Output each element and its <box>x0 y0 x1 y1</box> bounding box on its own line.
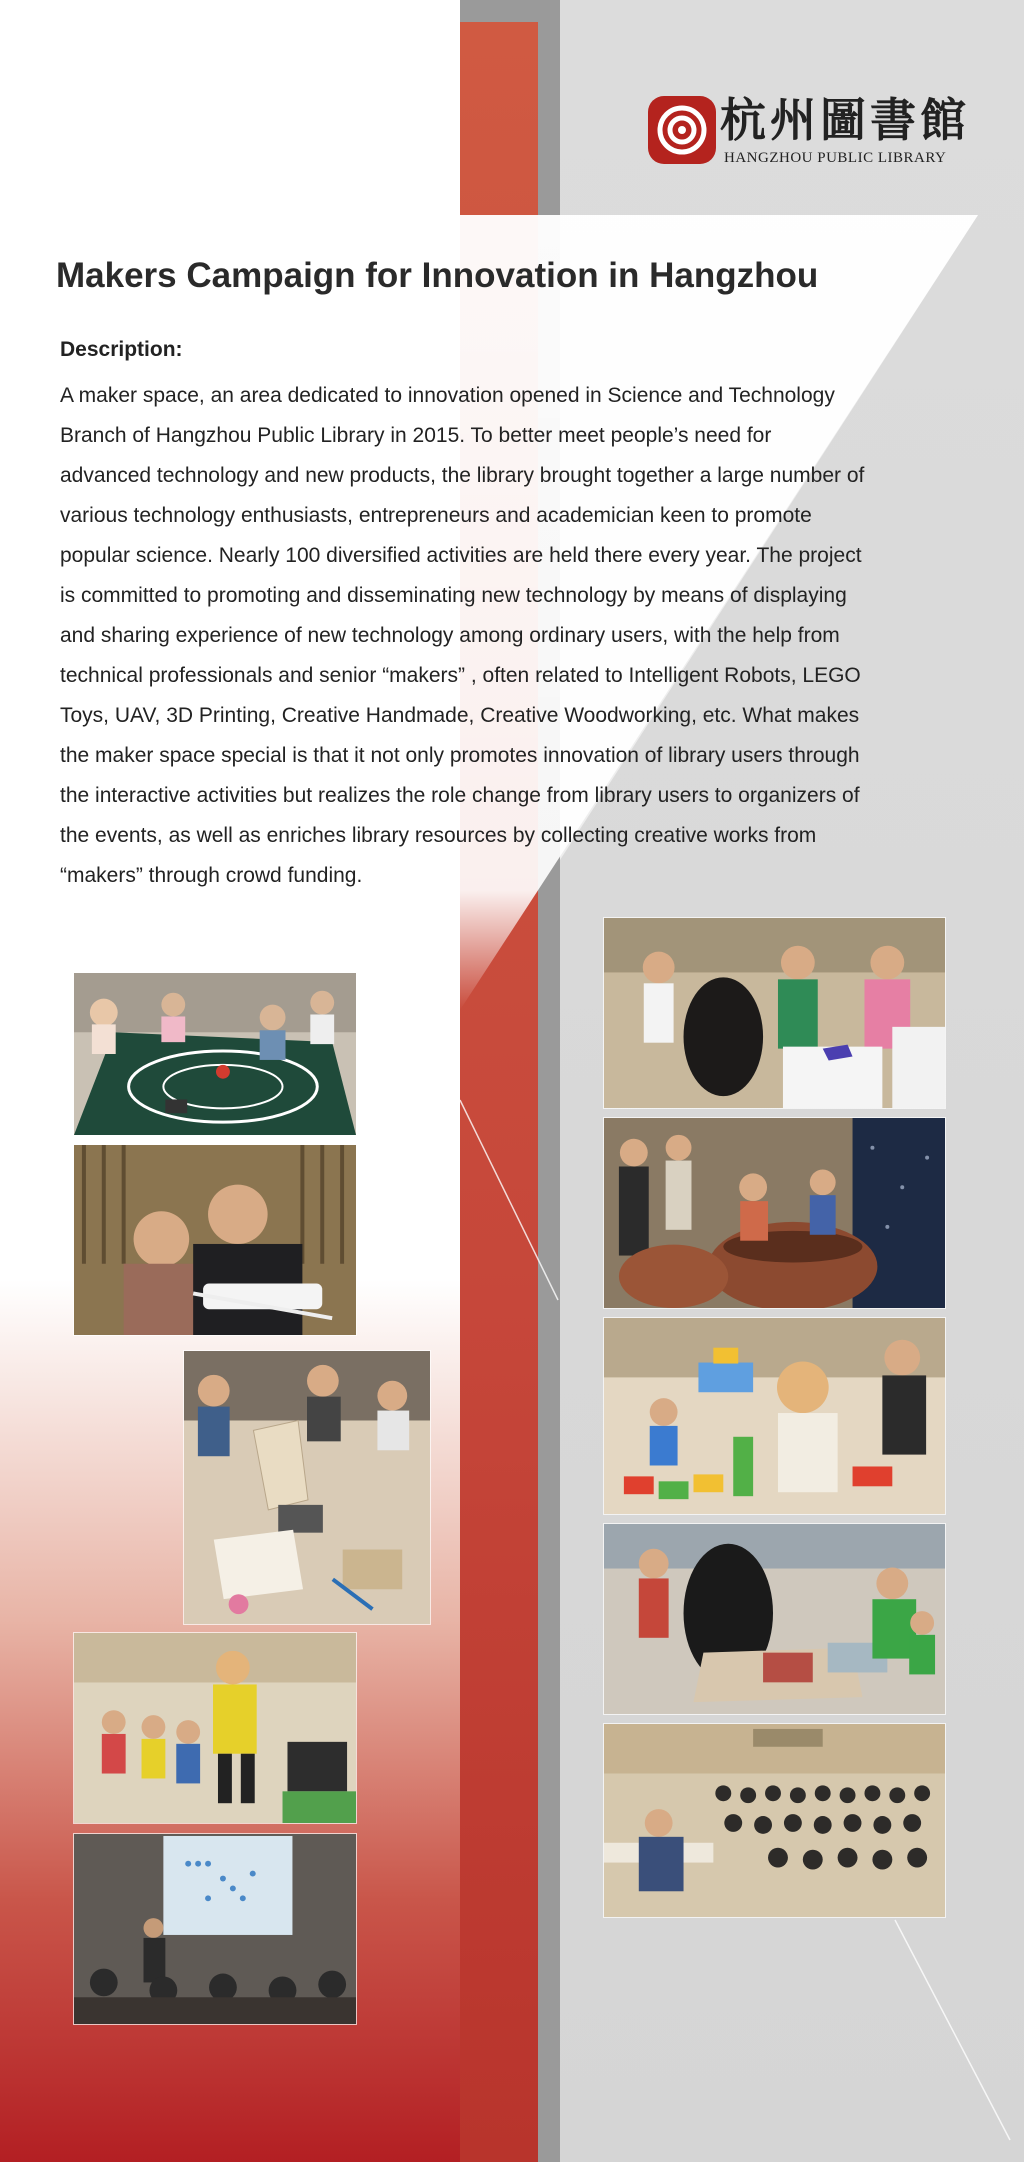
description-line: and sharing experience of new technology among ordinary users, with the help from <box>60 624 840 647</box>
photo-ceramic-pots <box>603 1117 946 1309</box>
description-line: is committed to promoting and disseminating new technology by means of displaying <box>60 584 847 607</box>
photo-pen-stations <box>603 917 946 1109</box>
description-line: Branch of Hangzhou Public Library in 2015. To better meet people’s need for <box>60 424 772 447</box>
page-title: Makers Campaign for Innovation in Hangzhou <box>56 256 819 295</box>
description-line: advanced technology and new products, the library brought together a large number of <box>60 464 865 487</box>
description-line: technical professionals and senior “makers” , often related to Intelligent Robots, LEGO <box>60 664 861 687</box>
photo-audience-hall <box>603 1723 946 1918</box>
photo-robot-track <box>73 972 357 1136</box>
photo-lego-play <box>603 1317 946 1515</box>
description-body <box>60 376 960 896</box>
photo-painting-boards <box>603 1523 946 1715</box>
description-line: various technology enthusiasts, entrepreneurs and academician keen to promote <box>60 504 812 527</box>
description-line: Toys, UAV, 3D Printing, Creative Handmade, Creative Woodworking, etc. What makes <box>60 704 860 727</box>
description-line: the events, as well as enriches library resources by collecting creative works from <box>60 824 817 847</box>
description-line: popular science. Nearly 100 diversified activities are held there every year. The project <box>60 544 862 567</box>
description-line: “makers” through crowd funding. <box>60 864 363 887</box>
description-label: Description: <box>60 338 183 361</box>
photo-woodworking <box>183 1350 431 1625</box>
logo-english-name: HANGZHOU PUBLIC LIBRARY <box>724 150 947 166</box>
description-line: A maker space, an area dedicated to innovation opened in Science and Technology <box>60 384 835 407</box>
description-line: the maker space special is that it not only promotes innovation of library users through <box>60 744 860 767</box>
logo-chinese-name: 杭州圖書館 <box>720 93 970 147</box>
photo-lecture-screen <box>73 1833 357 2025</box>
seal-logo-icon <box>646 94 718 166</box>
photo-children-activity <box>73 1632 357 1824</box>
photo-drone-building <box>73 1144 357 1336</box>
library-logo <box>646 92 976 172</box>
description-line: the interactive activities but realizes the role change from library users to organizers of <box>60 784 860 807</box>
